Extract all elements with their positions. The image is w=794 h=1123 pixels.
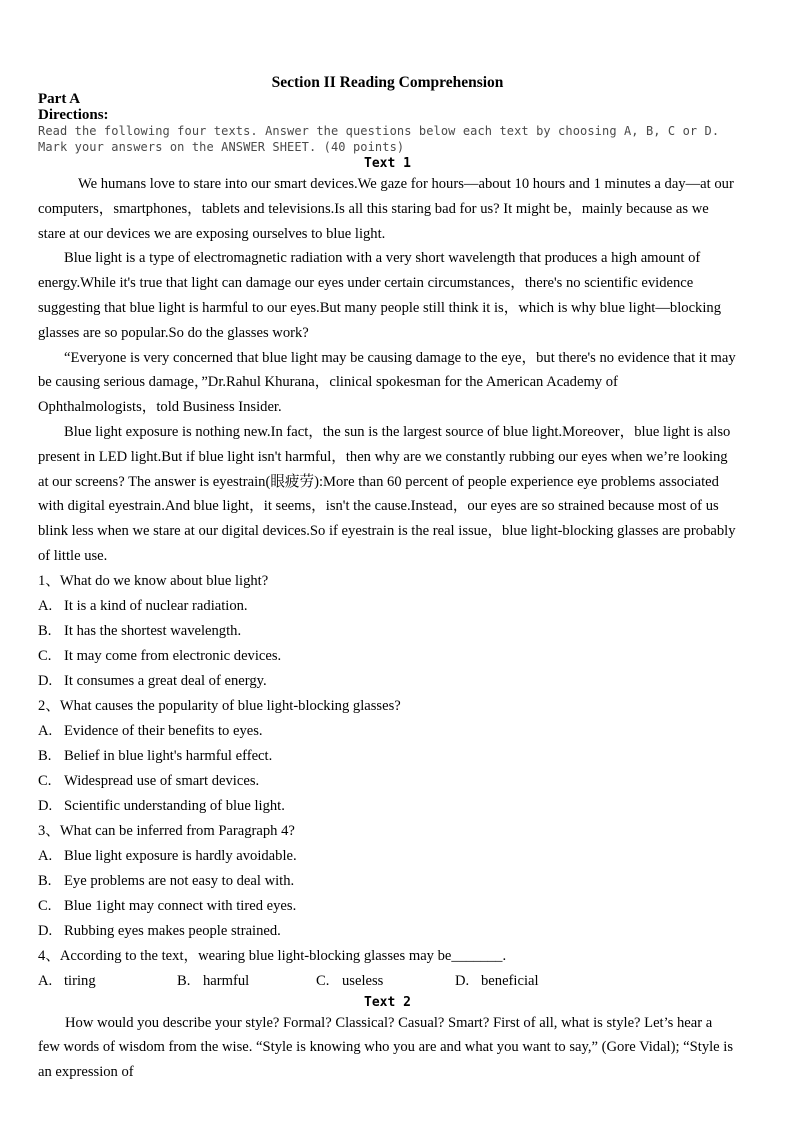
option-letter: D. (38, 672, 53, 689)
question-2-option-a (38, 719, 737, 744)
question-1-option-d (38, 669, 737, 694)
option-text: harmful (203, 972, 250, 989)
option-text: It is a kind of nuclear radiation. (64, 597, 248, 614)
option-letter: C. (38, 772, 52, 789)
question-2-option-b (38, 744, 737, 769)
text2-paragraph-1: How would you describe your style? Formal? Classical? Casual? Smart? First of all, what is style? Let’s hear a few words of wisdom from the wise. “Style is knowing who you are and what you want to say,” (Gore Vidal); “Style is an expression of (38, 1014, 734, 1080)
text1-paragraph-4: Blue light exposure is nothing new.In fact，the sun is the largest source of blue light.Moreover，blue light is also present in LED light.But if blue light isn't harmful，then why are we constantly rubbing our eyes when we’re looking at our screens? The answer is eyestrain(眼疲劳):More than 60 percent of people experience eye problems associated with digital eyestrain.And blue light，it seems，isn't the cause.Instead，our eyes are so strained because most of us blink less when we stare at our digital devices.So if eyestrain is the real issue，blue light-blocking glasses are probably of little use. (38, 423, 736, 564)
question-3-stem: 3、What can be inferred from Paragraph 4? (38, 822, 295, 839)
question-4-option-a (38, 969, 177, 994)
question-2-option-c (38, 769, 737, 794)
option-text: Evidence of their benefits to eyes. (64, 722, 263, 739)
question-3-option-b (38, 869, 737, 894)
option-letter: D. (455, 972, 470, 989)
option-letter: B. (38, 872, 52, 889)
option-text: Scientific understanding of blue light. (64, 797, 285, 814)
directions-label: Directions: (38, 107, 109, 123)
question-1-stem: 1、What do we know about blue light? (38, 572, 269, 589)
question-4-option-c (316, 969, 455, 994)
question-2-stem: 2、What causes the popularity of blue light-blocking glasses? (38, 697, 401, 714)
question-1-option-b (38, 619, 737, 644)
question-4-option-d (455, 969, 539, 994)
option-text: Rubbing eyes makes people strained. (64, 922, 281, 939)
text1-paragraph-2: Blue light is a type of electromagnetic radiation with a very short wavelength that produces a high amount of energy.While it's true that light can damage our eyes under certain circumstances，there's no scientific evidence suggesting that blue light is harmful to our eyes.But many people still think it is，which is why blue light—blocking glasses are so popular.So do the glasses work? (38, 250, 722, 341)
option-letter: A. (38, 847, 53, 864)
option-text: beneficial (481, 972, 539, 989)
option-letter: D. (38, 797, 53, 814)
option-letter: A. (38, 722, 53, 739)
option-text: Widespread use of smart devices. (64, 772, 260, 789)
option-letter: A. (38, 597, 53, 614)
question-3-option-a (38, 844, 737, 869)
option-text: It consumes a great deal of energy. (64, 672, 267, 689)
option-text: Blue 1ight may connect with tired eyes. (64, 897, 297, 914)
question-4-option-b (177, 969, 316, 994)
questions-block (38, 569, 737, 994)
option-letter: B. (38, 747, 52, 764)
option-text: It has the shortest wavelength. (64, 622, 242, 639)
directions-text: Read the following four texts. Answer the questions below each text by choosing A, B, C or D. Mark your answers on the ANSWER SHEET. (40 points) (38, 124, 720, 154)
text1-paragraph-1: We humans love to stare into our smart devices.We gaze for hours—about 10 hours and 1 minutes a day—at our computers，smartphones，tablets and televisions.Is all this staring bad for us? It might be，mainly because as we stare at our devices we are exposing ourselves to blue light. (38, 176, 734, 242)
option-text: Blue light exposure is hardly avoidable. (64, 847, 297, 864)
option-letter: C. (316, 972, 330, 989)
option-letter: B. (177, 972, 191, 989)
option-text: It may come from electronic devices. (64, 647, 282, 664)
section-title: Section II Reading Comprehension (271, 74, 504, 91)
option-letter: C. (38, 897, 52, 914)
question-2-option-d (38, 794, 737, 819)
option-letter: C. (38, 647, 52, 664)
option-letter: A. (38, 972, 53, 989)
option-text: tiring (64, 972, 96, 989)
question-4-options (38, 969, 737, 994)
option-letter: B. (38, 622, 52, 639)
part-label: Part A (38, 91, 81, 107)
option-letter: D. (38, 922, 53, 939)
question-4-stem: 4、According to the text，wearing blue light-blocking glasses may be_______. (38, 947, 507, 964)
option-text: useless (342, 972, 384, 989)
text1-paragraph-3: “Everyone is very concerned that blue light may be causing damage to the eye，but there's no evidence that it may be causing serious damage，”Dr.Rahul Khurana，clinical spokesman for the American Academy of Ophthalmologists，told Business Insider. (38, 349, 736, 416)
option-text: Belief in blue light's harmful effect. (64, 747, 273, 764)
question-1-option-c (38, 644, 737, 669)
option-text: Eye problems are not easy to deal with. (64, 872, 295, 889)
question-3-option-d (38, 919, 737, 944)
question-3-option-c (38, 894, 737, 919)
text2-heading: Text 2 (364, 994, 411, 1010)
text1-heading: Text 1 (364, 156, 411, 171)
question-1-option-a (38, 594, 737, 619)
